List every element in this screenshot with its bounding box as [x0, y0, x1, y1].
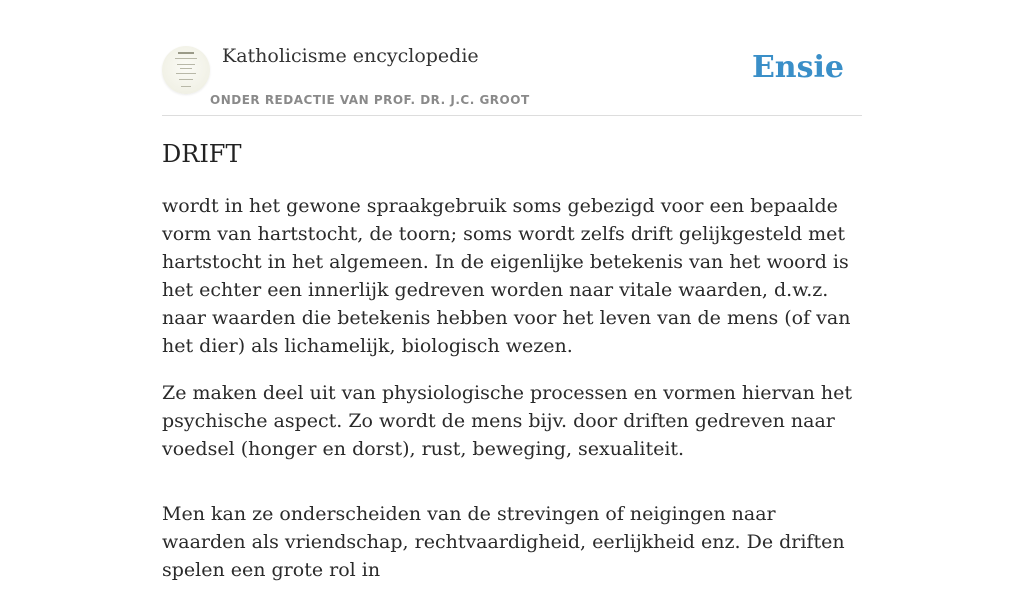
cover-decoration: [175, 58, 197, 59]
book-cover-thumbnail[interactable]: [162, 46, 210, 94]
cover-decoration: [180, 68, 192, 69]
body-paragraph: Men kan ze onderscheiden van de strevingen of neigingen naar waarden als vriendschap, rechtvaardigheid, eerlijkheid enz. De driften spelen een grote rol in: [162, 503, 845, 581]
entry-body: [162, 192, 862, 603]
editor-credit: ONDER REDACTIE VAN PROF. DR. J.C. GROOT: [210, 93, 530, 107]
cover-decoration: [177, 64, 195, 65]
cover-decoration: [181, 86, 191, 87]
entry-title: DRIFT: [162, 140, 242, 168]
cover-decoration: [176, 73, 196, 74]
header: [162, 0, 862, 116]
body-paragraph: Ze maken deel uit van physiologische processen en vormen hiervan het psychische aspect. Zo wordt de mens bijv. door driften gedreven naar voedsel (honger en dorst), rust, beweging, sexualiteit.: [162, 382, 853, 460]
body-paragraph: wordt in het gewone spraakgebruik soms gebezigd voor een bepaalde vorm van hartstocht, de toorn; soms wordt zelfs drift gelijkgesteld met hartstocht in het algemeen. In de eigenlijke betekenis van het woord is het echter een innerlijk gedreven worden naar vitale waarden, d.w.z. naar waarden die betekenis hebben voor het leven van de mens (of van het dier) als lichamelijk, biologisch wezen.: [162, 195, 851, 357]
brand-logo-link[interactable]: Ensie: [751, 50, 844, 85]
book-title[interactable]: Katholicisme encyclopedie: [222, 45, 479, 67]
cover-decoration: [178, 52, 194, 54]
page: [162, 0, 862, 581]
cover-decoration: [179, 79, 193, 80]
